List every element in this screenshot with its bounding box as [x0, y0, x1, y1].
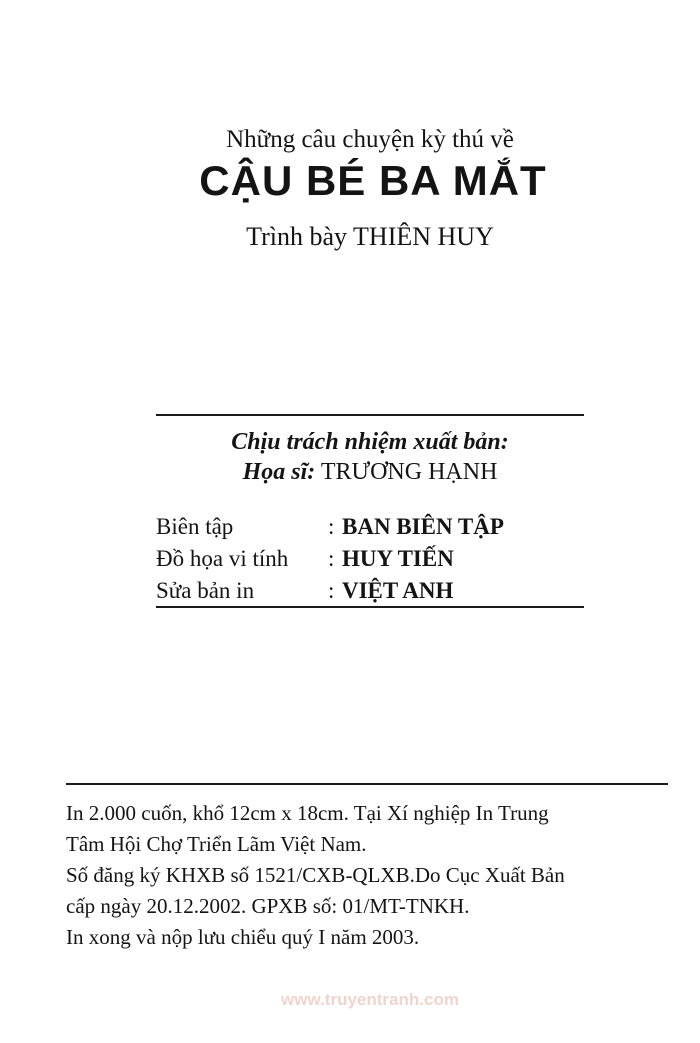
credit-row-label: Biên tập	[156, 514, 234, 539]
imprint-line: In 2.000 cuốn, khổ 12cm x 18cm. Tại Xí nghiệp In Trung	[66, 801, 549, 825]
imprint-divider	[66, 783, 668, 785]
imprint-line: cấp ngày 20.12.2002. GPXB số: 01/MT-TNKH.	[66, 894, 470, 918]
publishing-responsibility: Chịu trách nhiệm xuất bản:	[231, 429, 509, 455]
imprint-line: In xong và nộp lưu chiểu quý I năm 2003.	[66, 925, 420, 949]
credit-row-label: Đồ họa vi tính	[156, 546, 289, 571]
credit-row-value: VIỆT ANH	[342, 578, 454, 603]
artist-name: TRƯƠNG HẠNH	[320, 459, 498, 485]
credits-bottom-divider	[156, 606, 584, 608]
presenter-credit: Trình bày THIÊN HUY	[246, 222, 494, 251]
credit-row-label: Sửa bản in	[156, 578, 255, 603]
imprint-block	[66, 798, 672, 953]
credits-top-divider	[156, 414, 584, 416]
book-title: CẬU BÉ BA MẮT	[199, 157, 547, 204]
imprint-line: Số đăng ký KHXB số 1521/CXB-QLXB.Do Cục Xuất Bản	[66, 863, 565, 887]
credit-row-colon: :	[328, 514, 335, 539]
credit-row-value: BAN BIÊN TẬP	[342, 514, 504, 539]
credit-row-colon: :	[328, 578, 335, 603]
book-subtitle: Những câu chuyện kỳ thú về	[226, 126, 514, 153]
artist-credit	[0, 459, 700, 486]
artist-label: Họa sĩ:	[242, 459, 316, 485]
credit-row-colon: :	[328, 546, 335, 571]
imprint-line: Tâm Hội Chợ Triển Lãm Việt Nam.	[66, 832, 367, 856]
credit-row-value: HUY TIẾN	[342, 546, 454, 571]
site-watermark: www.truyentranh.com	[281, 990, 459, 1009]
